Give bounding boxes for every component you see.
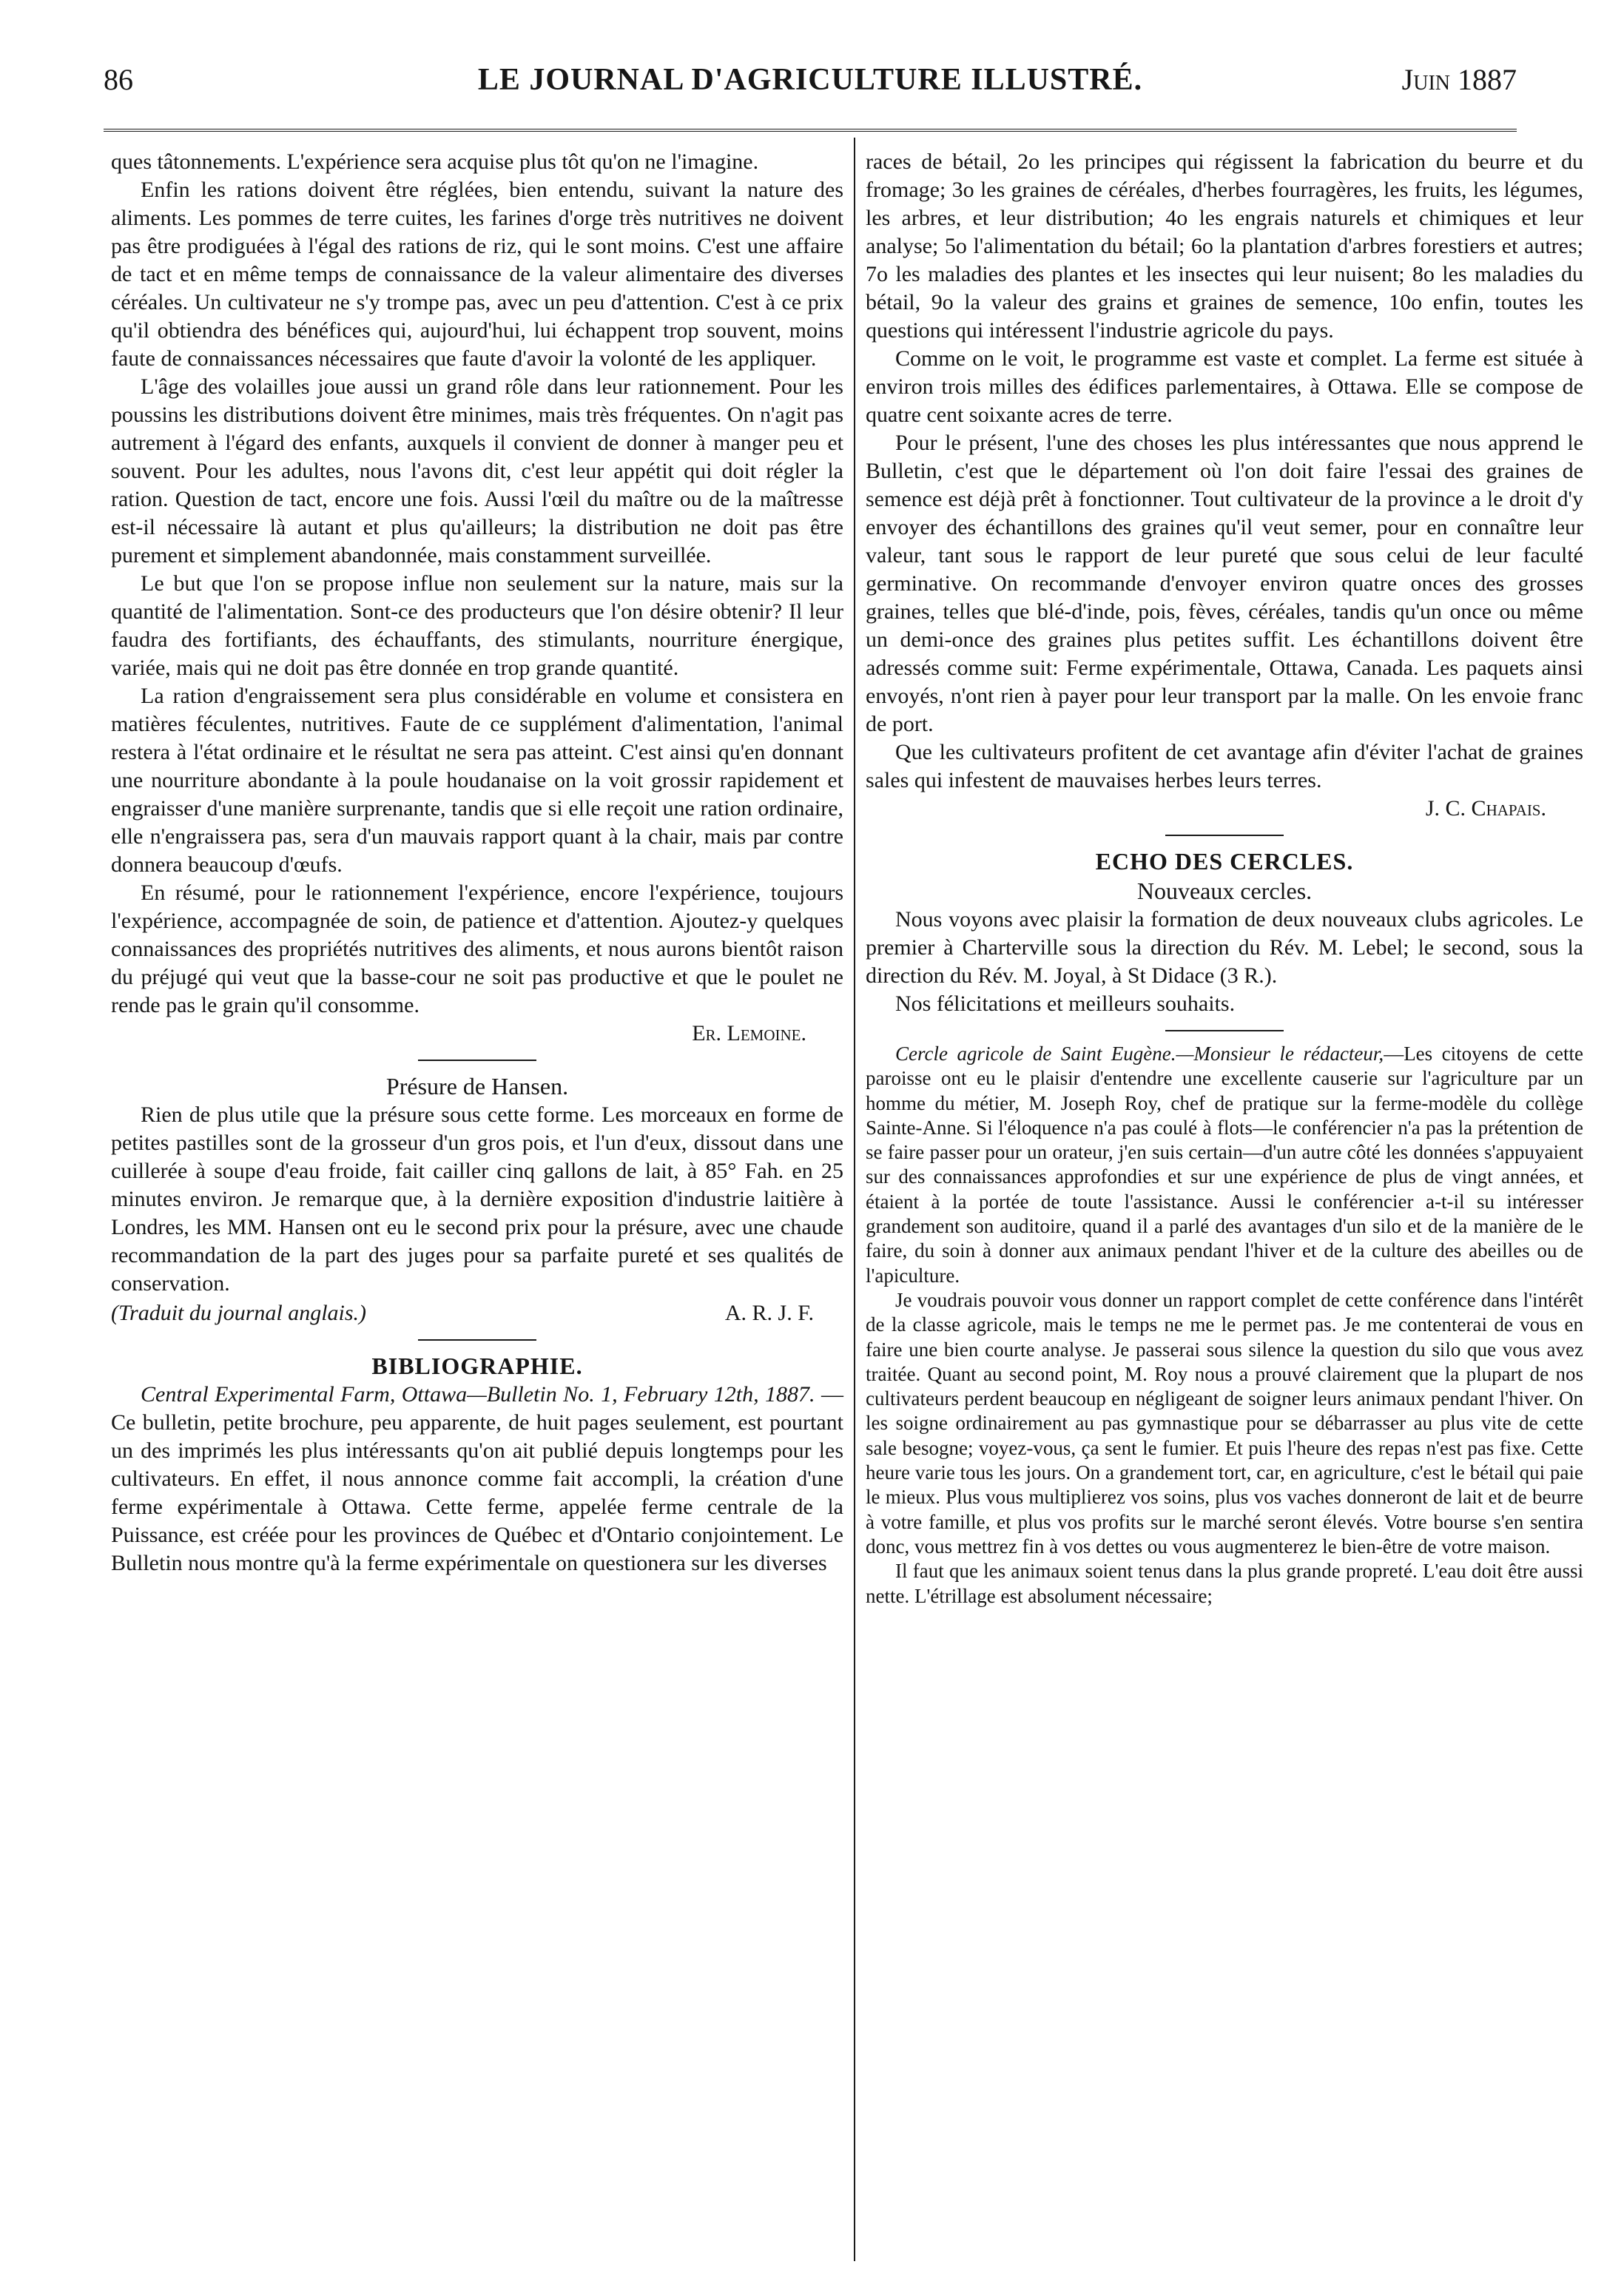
- article-paragraph: Enfin les rations doivent être réglées, bien entendu, suivant la nature des aliments. Les pommes de terre cuites, les farines d'orge très nutritives ne doivent pas être prodiguées à l'égal des rations de riz, qui le sont moins. C'est une affaire de tact et en même temps de connaissance de la valeur alimentaire des diverses céréales. Un cultivateur ne s'y trompe pas, avec un peu d'attention. C'est à ce prix qu'il obtiendra des bénéfices qui, aujourd'hui, lui échappent trop souvent, moins faute de connaissances nécessaires que faute d'avoir la volonté de les appliquer.: [111, 178, 843, 371]
- issue-date: Juin 1887: [1401, 63, 1517, 96]
- article-paragraph: La ration d'engraissement sera plus considérable en volume et consistera en matières féculentes, nutritives. Faute de ce supplément d'alimentation, l'animal restera à l'état ordinaire et le résultat ne sera pas atteint. C'est ainsi qu'en donnant une nourriture abondante à la poule houdanaise on la voit grossir rapidement et engraisser d'une manière surprenante, tandis que si elle reçoit une ration ordinaire, elle n'engraissera pas, sera d'un mauvais rapport quant à la chair, mais par contre donnera beaucoup d'œufs.: [111, 684, 843, 877]
- presure-source: (Traduit du journal anglais.): [111, 1301, 367, 1325]
- article-paragraph: races de bétail, 2o les principes qui régissent la fabrication du beurre et du fromage; 3o les graines de céréales, d'herbes fourragères, les fruits, les légumes, les arbres, et leur distribution; 4o les engrais naturels et chimiques et leur analyse; 5o l'alimentation du bétail; 6o la plantation d'arbres forestiers et autres; 7o les maladies des plantes et les insectes qui leur nuisent; 8o les maladies du bétail, 9o la valeur des grains et graines de semence, 10o enfin, toutes les questions qui intéressent l'industrie agricole du pays.: [866, 149, 1583, 343]
- section-title-echo: ECHO DES CERCLES.: [1095, 848, 1354, 875]
- section-title-bibliographie: BIBLIOGRAPHIE.: [371, 1353, 583, 1379]
- article-paragraph: Que les cultivateurs profitent de cet avantage afin d'éviter l'achat de graines sales qui infestent de mauvaises herbes leurs terres.: [866, 740, 1583, 792]
- right-column: [866, 148, 1583, 1609]
- article-paragraph: ques tâtonnements. L'expérience sera acquise plus tôt qu'on ne l'imagine.: [111, 149, 759, 174]
- column-divider: [854, 138, 855, 2261]
- left-column: [111, 148, 843, 1577]
- presure-credit: A. R. J. F.: [724, 1301, 814, 1325]
- article-paragraph: En résumé, pour le rationnement l'expérience, encore l'expérience, toujours l'expérience, accompagnée de soin, de patience et d'attention. Ajoutez-y quelques connaissances des propriétés nutritives des aliments, et nous aurons bientôt raison du préjugé qui veut que la basse-cour ne soit pas productive et que le poulet ne rende pas le grain qu'il consomme.: [111, 880, 843, 1017]
- author-signature: J. C. Chapais.: [1425, 796, 1546, 821]
- header-rule: [104, 129, 1517, 132]
- echo-paragraph: Nous voyons avec plaisir la formation de deux nouveaux clubs agricoles. Le premier à Charterville sous la direction du Rév. M. Lebel; le second, sous la direction du Rév. M. Joyal, à St Didace (3 R.).: [866, 907, 1583, 988]
- echo-paragraph: Nos félicitations et meilleurs souhaits.: [895, 991, 1236, 1016]
- article-paragraph: Le but que l'on se propose influe non seulement sur la nature, mais sur la quantité de l'alimentation. Sont-ce des producteurs que l'on désire obtenir? Il leur faudra des fortifiants, des échauffants, des stimulants, nourriture énergique, variée, mais qui ne doit pas être donnée en trop grande quantité.: [111, 571, 843, 680]
- article-paragraph: L'âge des volailles joue aussi un grand rôle dans leur rationnement. Pour les poussins les distributions doivent être minimes, mais très fréquentes. On n'agit pas autrement à l'égard des enfants, auxquels il convient de donner à manger peu et souvent. Pour les adultes, nous l'avons dit, c'est leur appétit qui doit régler la ration. Question de tact, encore une fois. Aussi l'œil du maître ou de la maîtresse est-il nécessaire là autant et plus qu'ailleurs; la distribution ne doit pas être purement et simplement abandonnée, mais constamment surveillée.: [111, 374, 843, 568]
- journal-title: LE JOURNAL D'AGRICULTURE ILLUSTRÉ.: [477, 63, 1143, 97]
- letter-paragraph: [866, 1042, 1583, 1288]
- letter-paragraph: Il faut que les animaux soient tenus dans la plus grande propreté. L'eau doit être aussi nette. L'étrillage est absolument nécessaire;: [866, 1560, 1583, 1607]
- article-paragraph: Comme on le voit, le programme est vaste et complet. La ferme est située à environ trois milles des édifices parlementaires, à Ottawa. Elle se compose de quatre cent soixante acres de terre.: [866, 346, 1583, 427]
- presure-credit-line: [111, 1299, 843, 1327]
- letter-opening: Cercle agricole de Saint Eugène.—Monsieur le rédacteur,: [895, 1043, 1384, 1065]
- section-divider: [418, 1339, 536, 1341]
- bibliographie-text: — Ce bulletin, petite brochure, peu apparente, de huit pages seulement, est pourtant un des imprimés les plus intéressants qu'on ait publié depuis longtemps pour les cultivateurs. En effet, il nous annonce comme fait accompli, la création d'une ferme expérimentale à Ottawa. Cette ferme, appelée ferme centrale de la Puissance, est créée pour les provinces de Québec et d'Ontario conjointement. Le Bulletin nous montre qu'à la ferme expérimentale on questionera sur les diverses: [111, 1382, 843, 1575]
- letter-paragraph: Je voudrais pouvoir vous donner un rapport complet de cette conférence dans l'intérêt de la classe agricole, mais le temps ne me le permet pas. Je me contenterai de vous en faire une bien courte analyse. Je passerai sous silence la question du silo que vous avez traitée. Quant au second point, M. Roy nous a prouvé clairement que la plupart de nos cultivateurs perdent beaucoup en négligeant de soigner leurs animaux pendant l'hiver. On les soigne ordinairement au pas gymnastique pour se débarrasser au plus vite de cette sale besogne; voyez-vous, ça sent le fumier. Et puis l'heure des repas n'est pas fixe. Cette heure varie tous les jours. On a grandement tort, car, en agriculture, c'est le bétail qui paie le mieux. Plus vous multiplierez vos soins, plus vos vaches donneront de lait et de beurre à votre famille, et plus vos profits sur le marché seront élevés. Votre bourse s'en sentira donc, vous mettrez fin à vos dettes ou vous augmenterez le bien-être de votre maison.: [866, 1288, 1583, 1557]
- section-divider: [418, 1060, 536, 1061]
- section-divider: [1165, 1030, 1284, 1031]
- presure-text: Rien de plus utile que la présure sous cette forme. Les morceaux en forme de petites pastilles sont de la grosseur d'un gros pois, et l'un d'eux, dissout dans une cuillerée à soupe d'eau froide, fait cailler cinq gallons de lait, à 85° Fah. en 25 minutes environ. Je remarque que, à la dernière exposition d'industrie laitière à Londres, les MM. Hansen ont eu le second prix pour la présure, avec une chaude recommandation de la part des juges pour sa parfaite pureté et ses qualités de conservation.: [111, 1102, 843, 1296]
- bibliographie-paragraph: [111, 1381, 843, 1577]
- section-subtitle-echo: Nouveaux cercles.: [1136, 878, 1313, 904]
- article-paragraph: Pour le présent, l'une des choses les plus intéressantes que nous apprend le Bulletin, c'est que le département où l'on doit faire l'essai des graines de semence est déjà prêt à fonctionner. Tout cultivateur de la province a le droit d'y envoyer des échantillons des graines qu'il veut semer, pour en connaître leur valeur, tant sous le rapport de leur pureté que sous celui de leur faculté germinative. On recommande d'envoyer environ quatre onces des grosses graines, telles que blé-d'inde, pois, fèves, céréales, tandis qu'un once ou même un demi-once des graines plus petites suffit. Les échantillons doivent être adressés comme suit: Ferme expérimentale, Ottawa, Canada. Les paquets ainsi envoyés, n'ont rien à payer pour leur transport par la malle. On les envoie franc de port.: [866, 431, 1583, 736]
- page-number: 86: [104, 63, 133, 96]
- section-divider: [1165, 835, 1284, 836]
- author-signature: Er. Lemoine.: [692, 1021, 806, 1045]
- page-header: [104, 62, 1517, 107]
- section-title-presure: Présure de Hansen.: [385, 1073, 569, 1099]
- letter-text: —Les citoyens de cette paroisse ont eu le plaisir d'entendre une excellente causerie sur l'agriculture par un homme du métier, M. Joseph Roy, chef de pratique sur la ferme-modèle du collège Sainte-Anne. Si l'éloquence n'a pas coulé à flots—le conférencier n'a pas la prétention de se faire passer pour un orateur, j'en suis certain—d'un autre côté les données s'appuyaient sur des connaissances approfondies et sur une expérience de plus de vingt années, et étaient à la portée de toute l'assistance. Aussi le conférencier a-t-il su intéresser grandement son auditoire, quand il a parlé des avantages d'un silo et de la manière de le faire, du soin à donner aux animaux pendant l'hiver et de la culture des abeilles ou de l'apiculture.: [866, 1043, 1583, 1287]
- bibliographie-citation: Central Experimental Farm, Ottawa—Bulletin No. 1, February 12th, 1887.: [141, 1382, 815, 1407]
